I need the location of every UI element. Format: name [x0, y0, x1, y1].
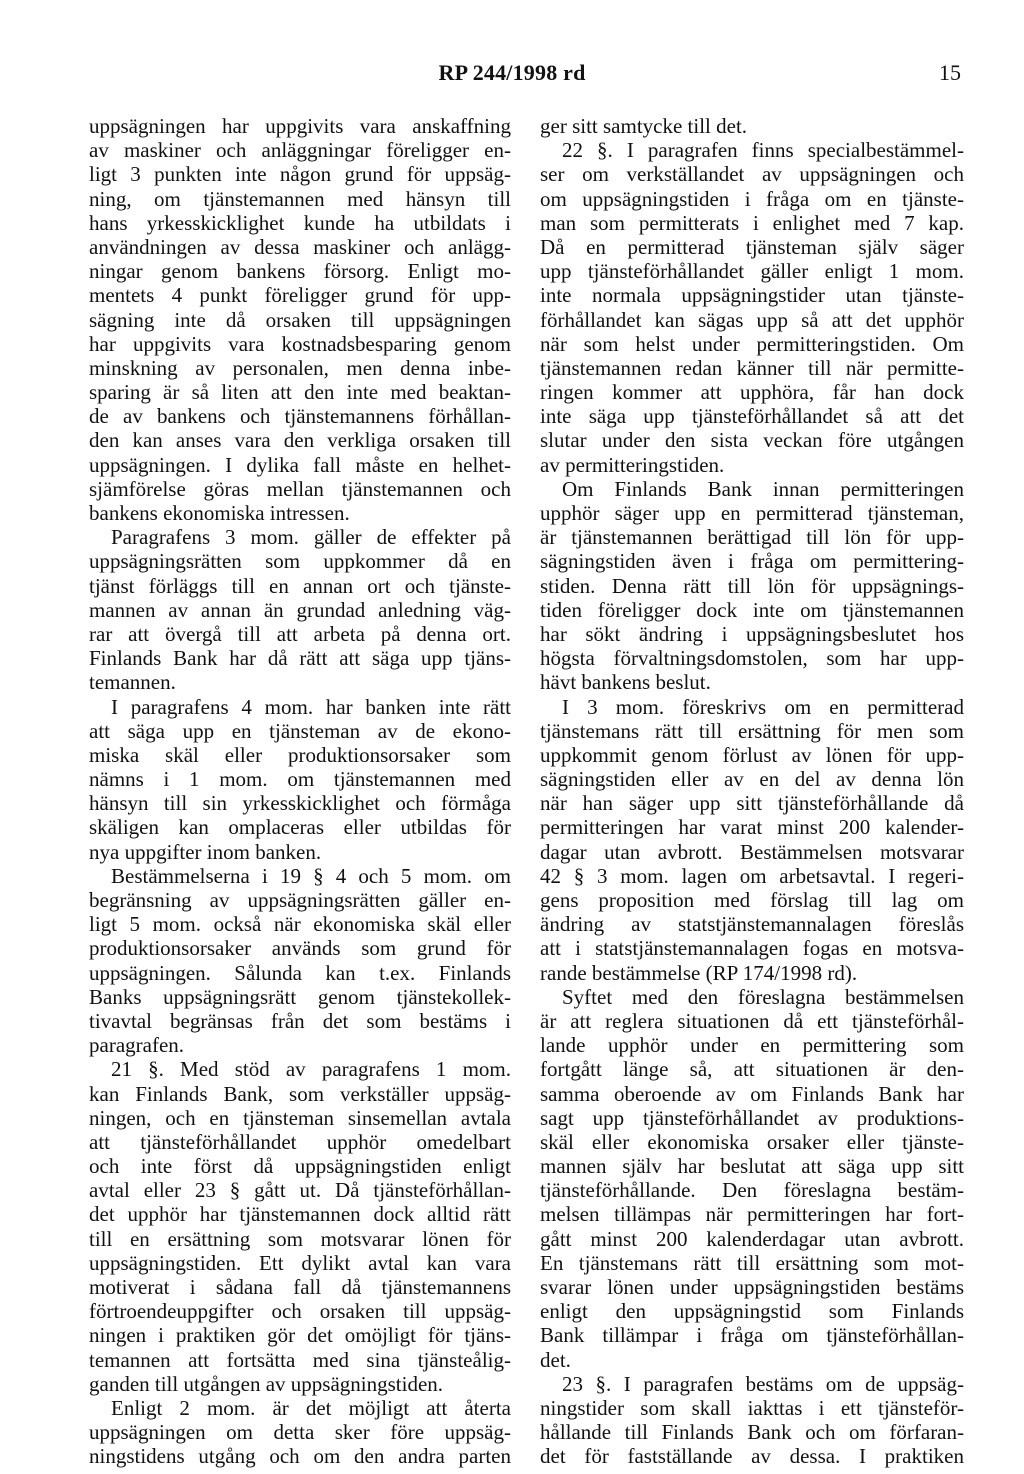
text-line: gens proposition med förslag till lag om — [540, 888, 964, 912]
text-line: förtroendeuppgifter och orsaken till uppsäg- — [89, 1299, 511, 1324]
text-line: fortgått länge så, att situationen är den- — [540, 1057, 964, 1082]
text-line: minskning av personalen, men denna inbe- — [89, 355, 511, 380]
right-text-column — [540, 114, 964, 1469]
text-line: ningen, och en tjänsteman sinsemellan avtala — [89, 1105, 511, 1130]
text-line: av maskiner och anläggningar föreligger en- — [89, 138, 511, 163]
text-line: till en ersättning som motsvarar lönen för — [89, 1226, 511, 1251]
text-line: det. — [540, 1347, 571, 1372]
text-line: ringen kommer att upphöra, får han dock — [540, 380, 964, 405]
text-line: uppsägningstiden. Ett dylikt avtal kan vara — [89, 1250, 511, 1275]
text-line: Då en permitterad tjänsteman själv säger — [540, 234, 964, 259]
text-line: 42 § 3 mom. lagen om arbetsavtal. I regeri- — [540, 863, 964, 888]
text-line: motiverat i sådana fall då tjänstemannens — [89, 1275, 511, 1299]
text-line: inte säga upp tjänsteförhållandet så att det — [540, 404, 964, 429]
text-line: man som permitterats i enlighet med 7 kap. — [540, 210, 964, 235]
text-line: tjänsteförhållande. Den föreslagna bestäm- — [540, 1178, 964, 1203]
text-line: rande bestämmelse (RP 174/1998 rd). — [540, 960, 858, 985]
text-line: I 3 mom. föreskrivs om en permitterad — [562, 694, 964, 719]
text-line: hänsyn till sin yrkesskicklighet och förmåga — [89, 791, 511, 816]
text-line: tiden föreligger dock inte om tjänstemannen — [540, 597, 964, 622]
text-line: upp tjänsteförhållandet gäller enligt 1 mom. — [540, 259, 964, 284]
text-line: tjänstemans rätt till ersättning för men som — [540, 718, 964, 743]
left-text-column — [89, 114, 511, 1469]
text-line: kan Finlands Bank, som verkställer uppsäg- — [89, 1081, 511, 1106]
text-line: ser om verkställandet av uppsägningen och — [540, 162, 964, 187]
text-line: skäligen kan omplaceras eller utbildas för — [89, 815, 511, 840]
text-line: ändring av statstjänstemannalagen föreslås — [540, 912, 964, 937]
text-line: sagt upp tjänsteförhållandet av produktions- — [540, 1105, 964, 1130]
text-line: det upphör har tjänstemannen dock alltid rätt — [89, 1202, 511, 1227]
text-line: Paragrafens 3 mom. gäller de effekter på — [111, 525, 511, 550]
text-line: ganden till utgången av uppsägningstiden. — [89, 1371, 444, 1396]
text-line: Banks uppsägningsrätt genom tjänstekollek- — [89, 984, 511, 1009]
text-line: mannen själv har beslutat att säga upp sitt — [540, 1154, 964, 1179]
text-line: upphör säger upp en permitterad tjänsteman, — [540, 501, 964, 525]
text-line: Om Finlands Bank innan permitteringen — [562, 476, 964, 501]
text-line: Finlands Bank har då rätt att säga upp tjäns- — [89, 646, 511, 671]
text-line: nämns i 1 mom. om tjänstemannen med — [89, 767, 511, 792]
text-line: tjänst förläggs till en annan ort och tjänste- — [89, 573, 511, 598]
text-line: uppsägningen. Sålunda kan t.ex. Finlands — [89, 960, 511, 985]
text-line: hävt bankens beslut. — [540, 670, 711, 695]
text-line: sjämförelse göras mellan tjänstemannen och — [89, 476, 511, 501]
text-line: ligt 3 punkten inte någon grund för uppsäg- — [89, 162, 511, 187]
text-line: 22 §. I paragrafen finns specialbestämmel- — [562, 138, 964, 163]
text-line: den kan anses vara den verkliga orsaken till — [89, 428, 511, 453]
text-line: ning, om tjänstemannen med hänsyn till — [89, 186, 511, 211]
text-line: är att reglera situationen då ett tjänsteförhål- — [540, 1008, 964, 1033]
text-line: stiden. Denna rätt till lön för uppsägnings- — [540, 573, 964, 598]
text-line: samma oberoende av om Finlands Bank har — [540, 1081, 964, 1106]
text-line: uppkommit genom förlust av lönen för upp- — [540, 742, 964, 767]
text-line: ningstidens utgång och om den andra parten — [89, 1444, 511, 1469]
text-line: det för fastställande av dessa. I praktiken — [540, 1444, 964, 1469]
text-line: Bank tillämpar i fråga om tjänsteförhållan- — [540, 1323, 964, 1348]
text-line: temannen. — [89, 670, 176, 695]
text-line: förhållandet kan sägas upp så att det upphör — [540, 307, 964, 332]
text-line: 23 §. I paragrafen bestäms om de uppsäg- — [562, 1371, 964, 1396]
text-line: och inte först då uppsägningstiden enligt — [89, 1154, 511, 1179]
text-line: nya uppgifter inom banken. — [89, 839, 322, 864]
page-number: 15 — [939, 60, 961, 85]
text-line: svarar lönen under uppsägningstiden bestäms — [540, 1275, 964, 1299]
text-line: tjänstemannen redan känner till när permitte- — [540, 355, 964, 380]
text-line: är tjänstemannen berättigad till lön för upp- — [540, 525, 964, 550]
text-line: permitteringen har varat minst 200 kalender- — [540, 815, 964, 840]
text-line: att tjänsteförhållandet upphör omedelbart — [89, 1129, 511, 1154]
text-line: ningar genom bankens försorg. Enligt mo- — [89, 259, 511, 284]
text-line: inte normala uppsägningstider utan tjänste- — [540, 283, 964, 308]
text-line: ligt 5 mom. också när ekonomiska skäl eller — [89, 912, 511, 937]
text-line: sägningstiden även i fråga om permittering- — [540, 549, 964, 574]
text-line: har sökt ändring i uppsägningsbeslutet hos — [540, 621, 964, 646]
text-line: av permitteringstiden. — [540, 452, 725, 477]
text-line: när som helst under permitteringstiden. Om — [540, 331, 964, 356]
text-line: uppsägningen om detta sker före uppsäg- — [89, 1420, 511, 1445]
text-line: gått minst 200 kalenderdagar utan avbrott. — [540, 1226, 964, 1251]
text-line: I paragrafens 4 mom. har banken inte rätt — [111, 694, 511, 719]
text-line: paragrafen. — [89, 1033, 185, 1058]
text-line: mentets 4 punkt föreligger grund för upp- — [89, 283, 511, 308]
text-line: uppsägningsrätten som uppkommer då en — [89, 549, 511, 574]
text-line: bankens ekonomiska intressen. — [89, 501, 350, 525]
text-line: ger sitt samtycke till det. — [540, 114, 748, 138]
text-line: Syftet med den föreslagna bestämmelsen — [562, 984, 964, 1009]
text-line: Bestämmelserna i 19 § 4 och 5 mom. om — [111, 863, 511, 888]
text-line: dagar utan avbrott. Bestämmelsen motsvarar — [540, 839, 964, 864]
text-line: begränsning av uppsägningsrätten gäller en- — [89, 888, 511, 912]
text-line: mannen av annan än grundad anledning väg- — [89, 597, 511, 622]
text-line: avtal eller 23 § gått ut. Då tjänsteförhållan- — [89, 1178, 511, 1203]
text-line: ningen i praktiken gör det omöjligt för tjäns- — [89, 1323, 511, 1348]
text-line: lande upphör under en permittering som — [540, 1033, 964, 1058]
text-line: sägningstiden eller av en del av denna lön — [540, 767, 964, 792]
text-line: 21 §. Med stöd av paragrafens 1 mom. — [111, 1057, 511, 1082]
text-line: miska skäl eller produktionsorsaker som — [89, 742, 511, 767]
text-line: sägning inte då orsaken till uppsägningen — [89, 307, 511, 332]
text-line: tivavtal begränsas från det som bestäms i — [89, 1008, 511, 1033]
text-line: har uppgivits vara kostnadsbesparing genom — [89, 331, 511, 356]
page-header — [0, 60, 1024, 90]
text-line: melsen tillämpas när permitteringen har fort- — [540, 1202, 964, 1227]
text-line: att i statstjänstemannalagen fogas en motsva- — [540, 936, 964, 961]
text-line: Enligt 2 mom. är det möjligt att återta — [111, 1395, 511, 1420]
text-line: hans yrkesskicklighet kunde ha utbildats i — [89, 210, 511, 235]
text-line: de av bankens och tjänstemannens förhållan- — [89, 404, 511, 429]
document-title: RP 244/1998 rd — [438, 60, 586, 85]
text-line: uppsägningen har uppgivits vara anskaffning — [89, 114, 511, 138]
text-line: ningstider som skall iakttas i ett tjänsteför- — [540, 1395, 964, 1420]
text-line: uppsägningen. I dylika fall måste en helhet- — [89, 452, 511, 477]
text-line: när han säger upp sitt tjänsteförhållande då — [540, 791, 964, 816]
text-line: att säga upp en tjänsteman av de ekono- — [89, 718, 511, 743]
text-line: om uppsägningstiden i fråga om en tjänste- — [540, 186, 964, 211]
text-line: användningen av dessa maskiner och anlägg- — [89, 234, 511, 259]
text-line: hållande till Finlands Bank och om förfaran- — [540, 1420, 964, 1445]
text-line: enligt den uppsägningstid som Finlands — [540, 1299, 964, 1324]
text-line: produktionsorsaker används som grund för — [89, 936, 511, 961]
text-line: slutar under den sista veckan före utgången — [540, 428, 964, 453]
text-line: skäl eller ekonomiska orsaker eller tjänste- — [540, 1129, 964, 1154]
text-line: temannen att fortsätta med sina tjänsteålig- — [89, 1347, 511, 1372]
text-line: högsta förvaltningsdomstolen, som har upp- — [540, 646, 964, 671]
text-line: En tjänstemans rätt till ersättning som mot- — [540, 1250, 964, 1275]
text-line: rar att övergå till att arbeta på denna ort. — [89, 621, 511, 646]
text-line: sparing är så liten att den inte med beaktan- — [89, 380, 511, 405]
